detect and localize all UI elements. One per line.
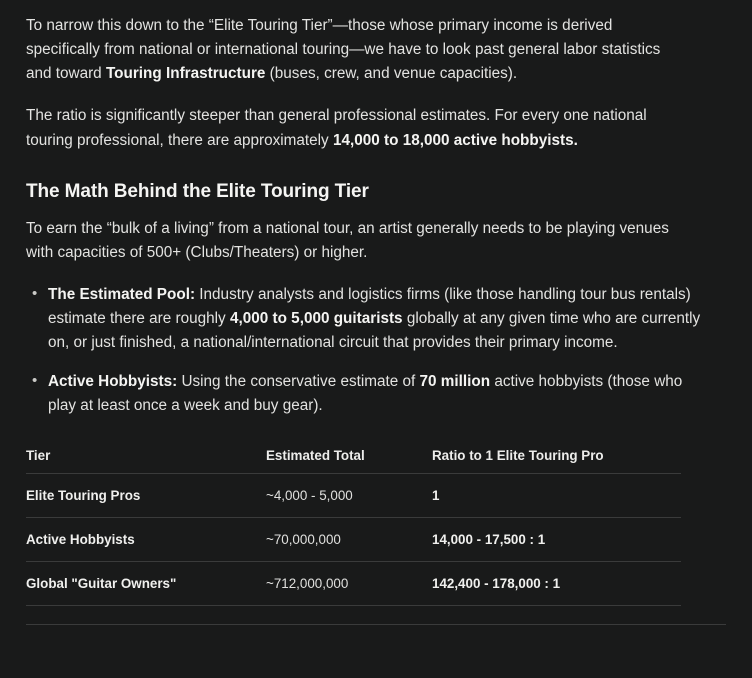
table-header-tier: Tier — [26, 438, 266, 474]
table-header-ratio: Ratio to 1 Elite Touring Pro — [432, 438, 681, 474]
table-row — [26, 473, 681, 517]
table-header-estimated-total: Estimated Total — [266, 438, 432, 474]
cell-ratio: 14,000 - 17,500 : 1 — [432, 517, 681, 561]
paragraph-ratio: The ratio is significantly steeper than general professional estimates. For every one national touring professional, there are approximately 14,000 to 18,000 active hobbyists. — [26, 107, 647, 149]
ratio-table — [26, 438, 681, 606]
table-body — [26, 473, 681, 605]
paragraph-narrow-down: To narrow this down to the “Elite Touring Tier”—those whose primary income is derived specifically from national or international touring—we have to look past general labor statistics and toward Touring Infrastructure (buses, crew, and venue capacities). — [26, 17, 661, 83]
table-row — [26, 561, 681, 605]
table-header-row — [26, 438, 681, 474]
bottom-divider — [26, 624, 726, 625]
cell-estimated-total: ~712,000,000 — [266, 561, 432, 605]
cell-ratio: 142,400 - 178,000 : 1 — [432, 561, 681, 605]
paragraph-intro: To earn the “bulk of a living” from a national tour, an artist generally needs to be playing venues with capacities of 500+ (Clubs/Theaters) or higher. — [26, 219, 669, 261]
cell-ratio: 1 — [432, 473, 681, 517]
cell-estimated-total: ~4,000 - 5,000 — [266, 473, 432, 517]
cell-tier: Elite Touring Pros — [26, 473, 266, 517]
list-item: • The Estimated Pool: Industry analysts and logistics firms (like those handling tour bus rentals) estimate there are roughly 4,000 to 5,000 guitarists globally at any given time who are currently on, or just finished, a national/international circuit that provides their primary income. — [48, 283, 703, 355]
cell-estimated-total: ~70,000,000 — [266, 517, 432, 561]
list-item: • Active Hobbyists: Using the conservative estimate of 70 million active hobbyists (those who play at least once a week and buy gear). — [48, 370, 703, 418]
page-title: The Math Behind the Elite Touring Tier — [26, 180, 369, 202]
bullet-list — [26, 283, 726, 418]
table-row — [26, 517, 681, 561]
cell-tier: Global "Guitar Owners" — [26, 561, 266, 605]
cell-tier: Active Hobbyists — [26, 517, 266, 561]
